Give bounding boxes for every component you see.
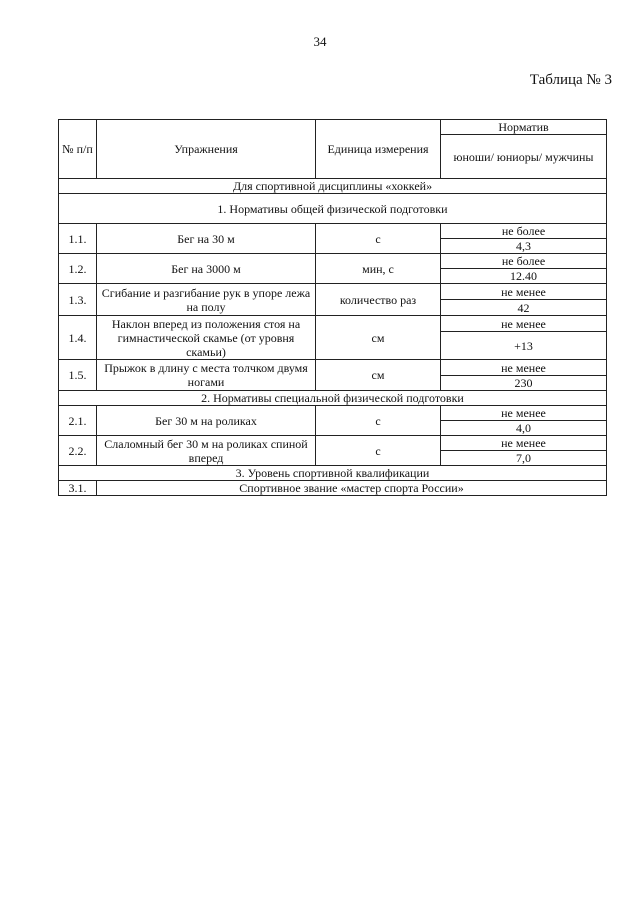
- row-unit: см: [316, 316, 441, 360]
- row-condition: не менее: [441, 316, 607, 332]
- row-num: 2.1.: [59, 406, 97, 436]
- section-title: 3. Уровень спортивной квалификации: [59, 466, 607, 481]
- row-num: 1.4.: [59, 316, 97, 360]
- row-num: 1.2.: [59, 254, 97, 284]
- header-group: юноши/ юниоры/ мужчины: [441, 135, 607, 179]
- row-num: 1.1.: [59, 224, 97, 254]
- row-unit: с: [316, 224, 441, 254]
- row-value: 12.40: [441, 269, 607, 284]
- section-title: 2. Нормативы специальной физической подготовки: [59, 391, 607, 406]
- table-header-row: [59, 120, 607, 135]
- row-condition: не более: [441, 224, 607, 239]
- header-norm: Норматив: [441, 120, 607, 135]
- row-num: 1.5.: [59, 360, 97, 391]
- section-row: [59, 391, 607, 406]
- row-value: 4,0: [441, 421, 607, 436]
- row-text: Спортивное звание «мастер спорта России»: [97, 481, 607, 496]
- row-value: +13: [441, 332, 607, 360]
- row-condition: не менее: [441, 436, 607, 451]
- row-exercise: Бег 30 м на роликах: [97, 406, 316, 436]
- table-row: [59, 316, 607, 332]
- row-condition: не более: [441, 254, 607, 269]
- header-exercise: Упражнения: [97, 120, 316, 179]
- row-num: 2.2.: [59, 436, 97, 466]
- table-row: [59, 284, 607, 300]
- row-exercise: Слаломный бег 30 м на роликах спиной вперед: [97, 436, 316, 466]
- section-title: 1. Нормативы общей физической подготовки: [59, 194, 607, 224]
- row-unit: см: [316, 360, 441, 391]
- table-row: [59, 436, 607, 451]
- table-row: [59, 254, 607, 269]
- row-value: 230: [441, 376, 607, 391]
- row-condition: не менее: [441, 406, 607, 421]
- row-exercise: Сгибание и разгибание рук в упоре лежа на полу: [97, 284, 316, 316]
- discipline-title: Для спортивной дисциплины «хоккей»: [59, 179, 607, 194]
- header-unit: Единица измерения: [316, 120, 441, 179]
- row-exercise: Бег на 30 м: [97, 224, 316, 254]
- row-exercise: Бег на 3000 м: [97, 254, 316, 284]
- table-row: [59, 406, 607, 421]
- header-num: № п/п: [59, 120, 97, 179]
- row-unit: с: [316, 436, 441, 466]
- row-unit: количество раз: [316, 284, 441, 316]
- row-unit: с: [316, 406, 441, 436]
- row-condition: не менее: [441, 360, 607, 376]
- row-num: 1.3.: [59, 284, 97, 316]
- row-value: 42: [441, 300, 607, 316]
- table-row: [59, 481, 607, 496]
- table-row: [59, 360, 607, 376]
- row-unit: мин, с: [316, 254, 441, 284]
- row-value: 7,0: [441, 451, 607, 466]
- row-value: 4,3: [441, 239, 607, 254]
- row-num: 3.1.: [59, 481, 97, 496]
- table-row: [59, 224, 607, 239]
- norms-table: [58, 119, 607, 496]
- discipline-row: [59, 179, 607, 194]
- row-exercise: Наклон вперед из положения стоя на гимнастической скамье (от уровня скамьи): [97, 316, 316, 360]
- row-exercise: Прыжок в длину с места толчком двумя ногами: [97, 360, 316, 391]
- section-row: [59, 194, 607, 224]
- row-condition: не менее: [441, 284, 607, 300]
- table-caption: Таблица № 3: [529, 72, 612, 88]
- page-number: 34: [313, 34, 327, 49]
- section-row: [59, 466, 607, 481]
